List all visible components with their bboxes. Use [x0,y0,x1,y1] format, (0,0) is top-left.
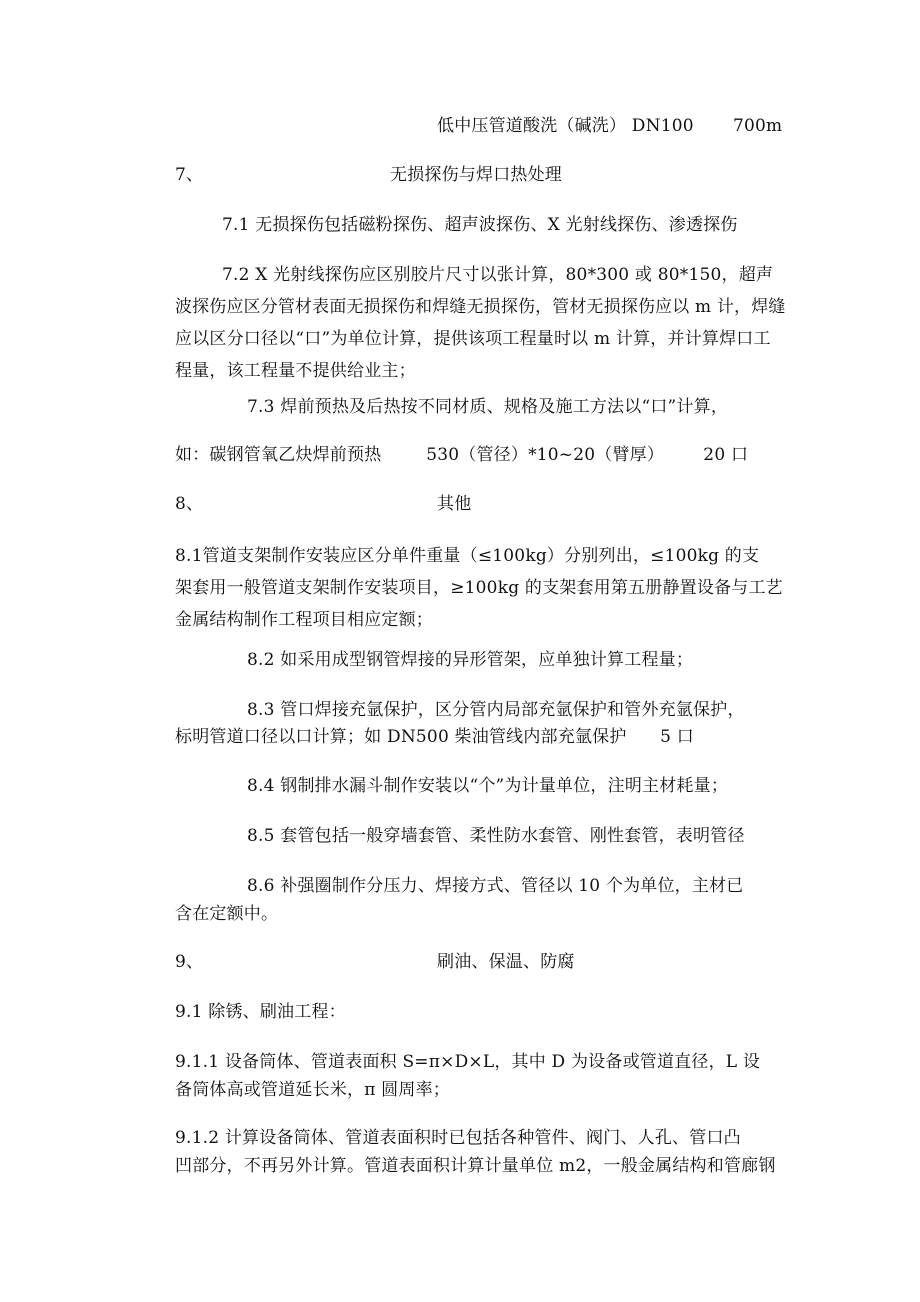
section-heading: 无损探伤与焊口热处理 [390,165,562,185]
text-line: 应以区分口径以“口”为单位计算，提供该项工程量时以 m 计算，并计算焊口工 [175,329,771,349]
text-line: 备筒体高或管道延长米，π 圆周率； [175,1080,450,1100]
section-number: 9、 [175,952,204,972]
text-line: 8.5 套管包括一般穿墙套管、柔性防水套管、刚性套管，表明管径 [247,826,745,846]
text-line: 标明管道口径以口计算；如 DN500 柴油管线内部充氩保护 5 口 [175,727,695,747]
text-line: 架套用一般管道支架制作安装项目，≥100kg 的支架套用第五册静置设备与工艺 [175,578,783,598]
text-line: 9.1.2 计算设备筒体、管道表面积时已包括各种管件、阀门、人孔、管口凸 [175,1128,741,1148]
text-line: 低中压管道酸洗（碱洗） DN100 700m [437,116,783,136]
text-line: 波探伤应区分管材表面无损探伤和焊缝无损探伤，管材无损探伤应以 m 计，焊缝 [175,297,786,317]
text-line: 金属结构制作工程项目相应定额； [175,610,433,630]
section-number: 8、 [175,494,204,514]
text-line: 8.1管道支架制作安装应区分单件重量（≤100kg）分别列出，≤100kg 的支 [175,546,760,566]
text-line: 程量，该工程量不提供给业主； [175,361,416,381]
text-line: 8.3 管口焊接充氩保护，区分管内局部充氩保护和管外充氩保护， [247,700,745,720]
section-heading: 刷油、保温、防腐 [437,952,575,972]
text-line: 凹部分，不再另外计算。管道表面积计算计量单位 m2，一般金属结构和管廊钢 [175,1156,776,1176]
text-line: 如：碳钢管氧乙炔焊前预热 530（管径）*10~20（臂厚） 20 口 [175,445,749,465]
text-line: 7.1 无损探伤包括磁粉探伤、超声波探伤、X 光射线探伤、渗透探伤 [222,215,738,235]
text-line: 7.2 X 光射线探伤应区别胶片尺寸以张计算，80*300 或 80*150，超声 [222,265,774,285]
text-line: 8.2 如采用成型钢管焊接的异形管架，应单独计算工程量； [247,650,694,670]
section-heading: 其他 [437,494,472,514]
text-line: 9.1 除锈、刷油工程： [175,1002,346,1022]
text-line: 8.4 钢制排水漏斗制作安装以“个”为计量单位，注明主材耗量； [247,776,729,796]
text-line: 7.3 焊前预热及后热按不同材质、规格及施工方法以“口”计算， [247,397,729,417]
section-number: 7、 [175,165,204,185]
text-line: 8.6 补强圈制作分压力、焊接方式、管径以 10 个为单位，主材已 [247,876,744,896]
text-line: 9.1.1 设备筒体、管道表面积 S=π×D×L，其中 D 为设备或管道直径，L 设 [175,1052,761,1072]
text-line: 含在定额中。 [175,904,279,924]
